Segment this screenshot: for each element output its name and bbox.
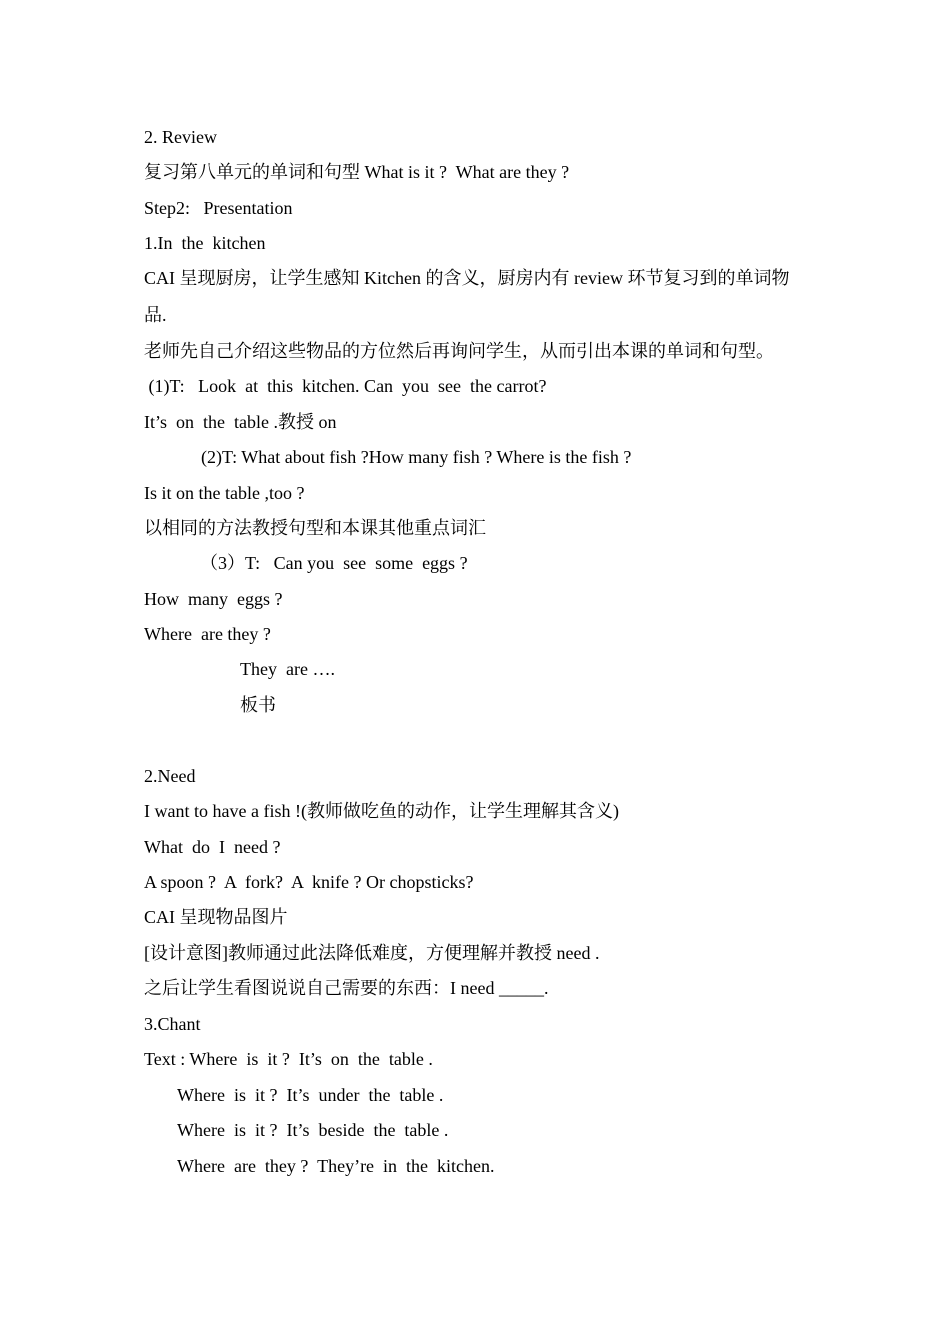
chant-line-1: Text : Where is it ? It’s on the table . [144,1049,433,1069]
then-students-line: 之后让学生看图说说自己需要的东西：I need _____. [144,978,549,998]
want-fish-line: I want to have a fish !(教师做吃鱼的动作，让学生理解其含义) [144,801,619,821]
chant-line-2: Where is it ? It’s under the table . [177,1085,444,1105]
teacher-intro-paragraph: 老师先自己介绍这些物品的方位然后再询问学生，从而引出本课的单词和句型。 [144,341,774,361]
dialogue-line-2t: (2)T: What about fish ?How many fish ? Where is the fish ? [201,447,632,467]
dialogue-line-3t: （3）T: Can you see some eggs ? [200,553,468,573]
spoon-fork-line: A spoon ? A fork? A knife ? Or chopsticks? [144,872,474,892]
need-heading: 2.Need [144,766,196,786]
design-intent-line: [设计意图]教师通过此法降低难度，方便理解并教授 need . [144,943,600,963]
what-need-line: What do I need ? [144,837,281,857]
review-heading: 2. Review [144,127,217,147]
cai-kitchen-paragraph: CAI 呈现厨房，让学生感知 Kitchen 的含义，厨房内有 review 环节复习到的单词物品. [144,268,790,325]
dialogue-line-on-table: It’s on the table .教授 on [144,412,337,432]
chant-line-4: Where are they ? They’re in the kitchen. [177,1156,495,1176]
kitchen-heading: 1.In the kitchen [144,233,266,253]
step2-heading: Step2: Presentation [144,198,293,218]
dialogue-line-too: Is it on the table ,too ? [144,483,305,503]
board-label: 板书 [240,695,276,715]
review-text: 复习第八单元的单词和句型 What is it ? What are they ? [144,162,570,182]
same-method-line: 以相同的方法教授句型和本课其他重点词汇 [144,518,486,538]
dialogue-line-where-are-they: Where are they ? [144,624,271,644]
chant-line-3: Where is it ? It’s beside the table . [177,1120,449,1140]
dialogue-line-1t: (1)T: Look at this kitchen. Can you see the carrot? [144,376,547,396]
dialogue-line-how-many-eggs: How many eggs ? [144,589,283,609]
cai-pictures-line: CAI 呈现物品图片 [144,907,288,927]
dialogue-line-they-are: They are …. [240,659,335,679]
chant-heading: 3.Chant [144,1014,201,1034]
